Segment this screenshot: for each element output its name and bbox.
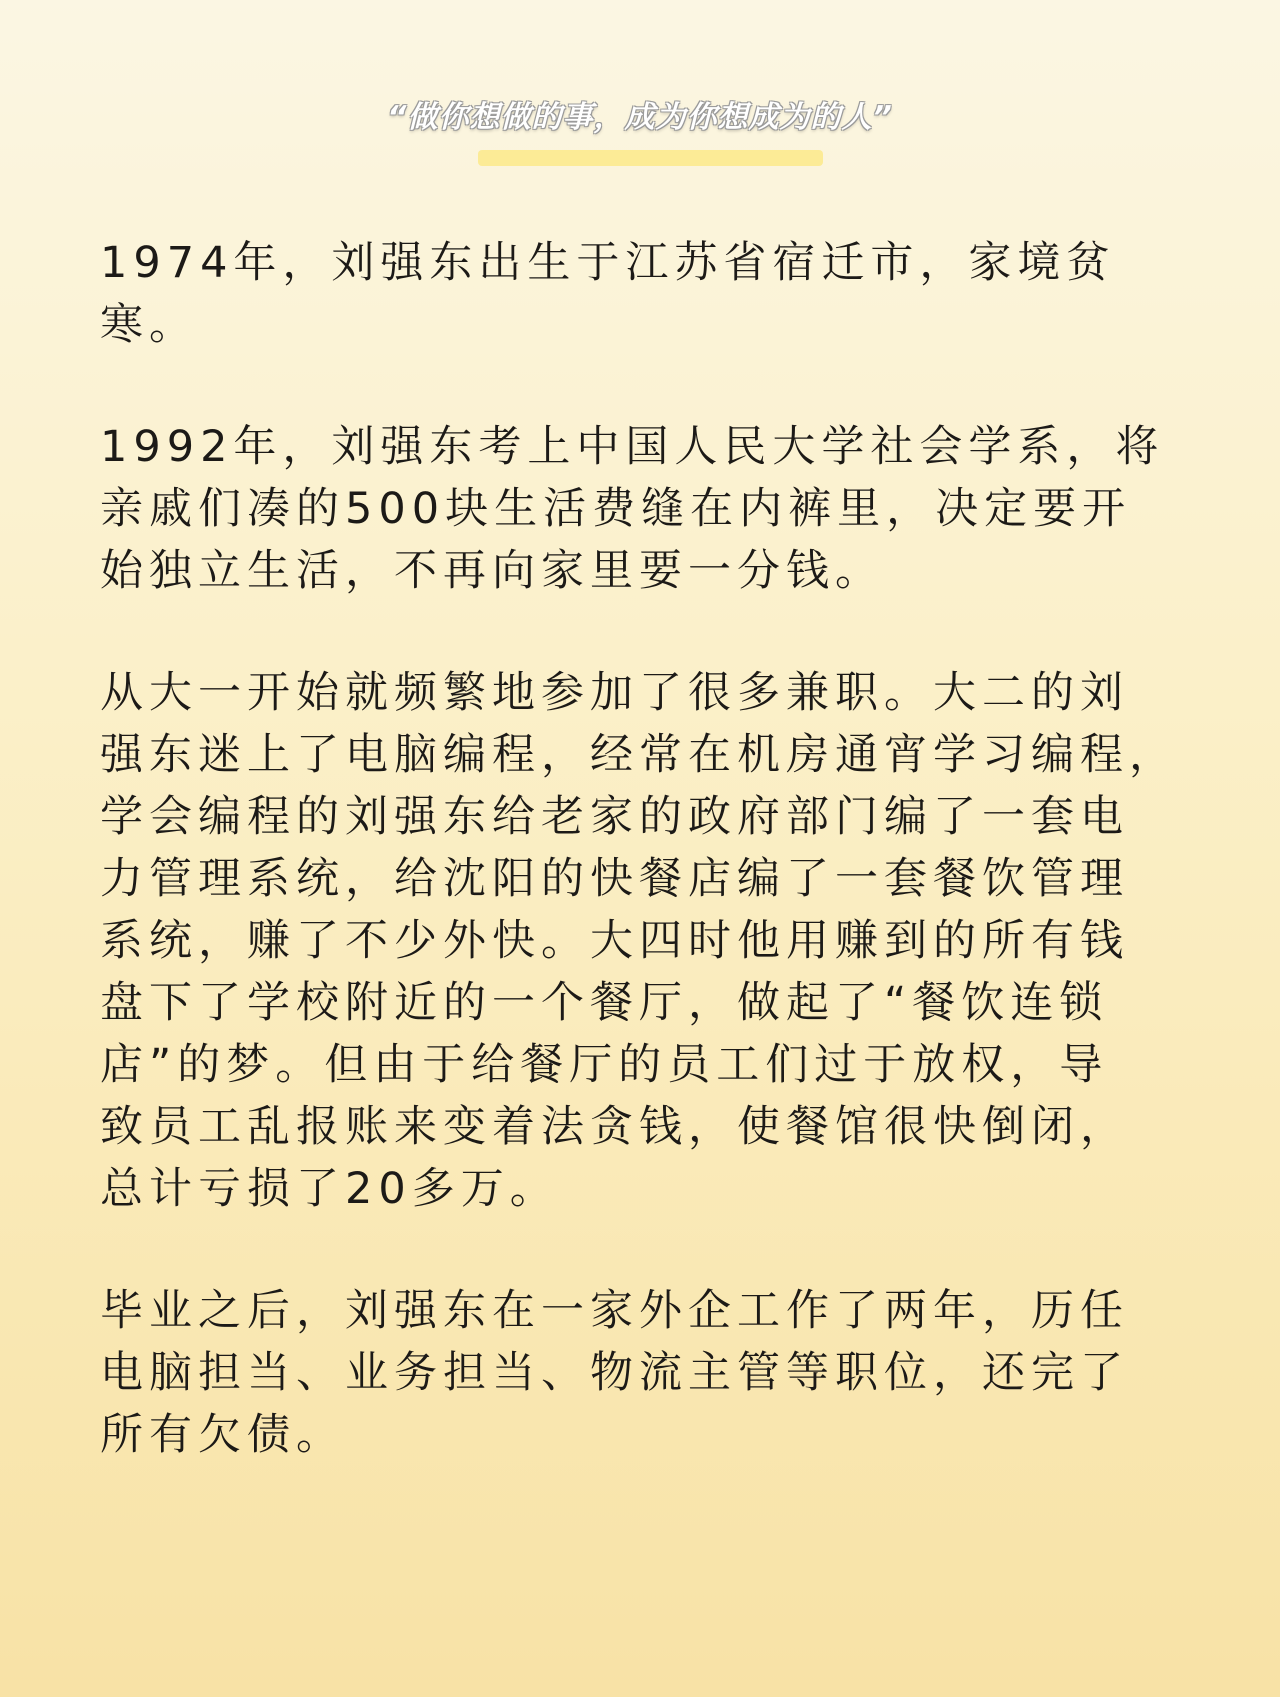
paragraph-1974: 1974年，刘强东出生于江苏省宿迁市，家境贫寒。 xyxy=(100,238,1116,350)
paragraph-1992: 1992年，刘强东考上中国人民大学社会学系，将 亲戚们凑的500块生活费缝在内裤里，决定要开 始独立生活，不再向家里要一分钱。 xyxy=(100,422,1165,596)
header-quote: “做你想做的事，成为你想成为的人” xyxy=(387,100,893,135)
paragraph-college: 从大一开始就频繁地参加了很多兼职。大二的刘 强东迷上了电脑编程，经常在机房通宵学习编程， 学会编程的刘强东给老家的政府部门编了一套电 力管理系统，给沈阳的快餐店编了一套餐饮管理 系统，赚了不少外快。大四时他用赚到的所有钱 盘下了学校附近的一个餐厅，做起了“餐饮连锁 店”的梦。但由于给餐厅的员工们过于放权，导 致员工乱报账来变着法贪钱，使餐馆很快倒闭， 总计亏损了20多万。 xyxy=(100,668,1178,1214)
paragraph-after-graduation: 毕业之后，刘强东在一家外企工作了两年，历任 电脑担当、业务担当、物流主管等职位，还完了 所有欠债。 xyxy=(100,1286,1129,1460)
article-body xyxy=(100,232,1200,1526)
quote-highlight-bar xyxy=(478,150,823,166)
